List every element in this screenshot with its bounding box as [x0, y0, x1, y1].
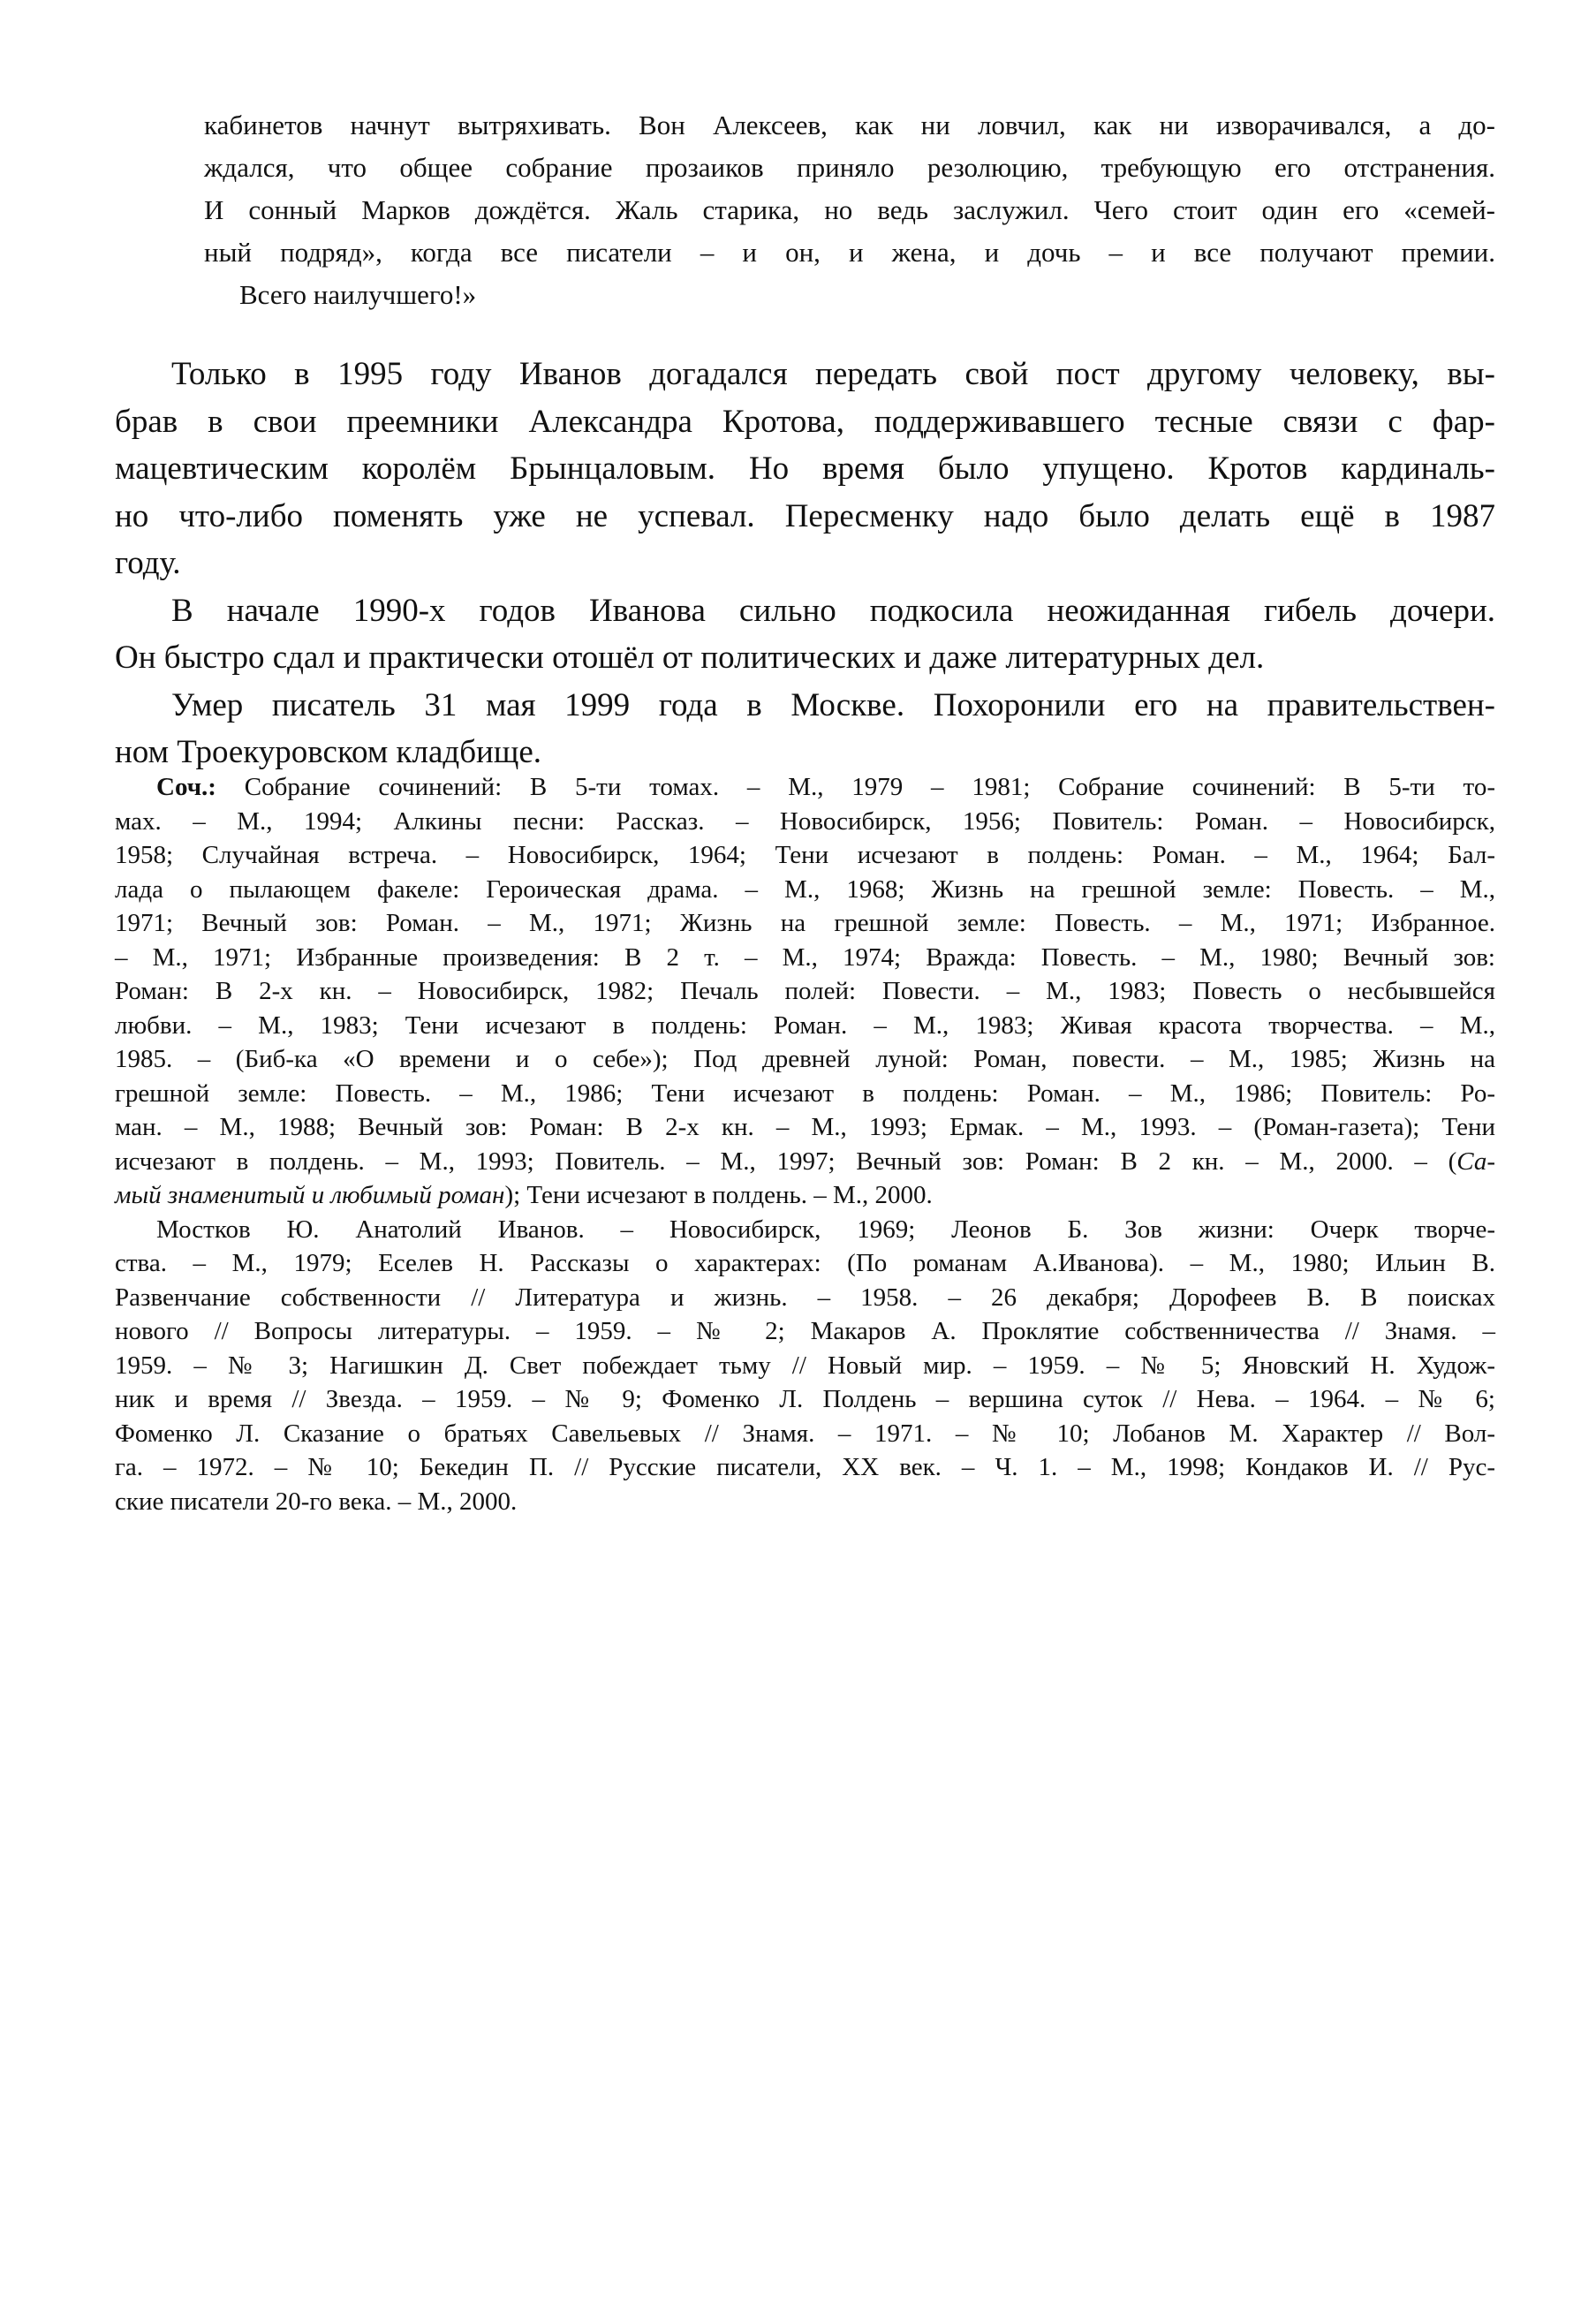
quote-line: ждался, что общее собрание прозаиков приняло резолюцию, требующую его отстранения. — [204, 152, 1495, 183]
quote-line: кабинетов начнут вытряхивать. Вон Алексеев, как ни ловчил, как ни изворачивался, а до- — [204, 110, 1495, 140]
quote-sign-off: Всего наилучшего!» — [239, 279, 477, 310]
paragraph-line: Умер писатель 31 мая 1999 года в Москве. Похоронили его на правительствен- — [171, 686, 1495, 723]
paragraph — [115, 351, 1495, 587]
letter-quote — [204, 104, 1495, 316]
works-line: грешной земле: Повесть. – М., 1986; Тени исчезают в полдень: Роман. – М., 1986; Повитель: Ро- — [115, 1079, 1495, 1108]
paragraph-line: году. — [115, 545, 181, 581]
bibliography — [115, 770, 1495, 1518]
works-line: Роман: В 2-х кн. – Новосибирск, 1982; Печаль полей: Повести. – М., 1983; Повесть о несбывшейся — [115, 977, 1495, 1005]
works-line: 1958; Случайная встреча. – Новосибирск, 1964; Тени исчезают в полдень: Роман. – М., 1964; Бал- — [115, 841, 1495, 869]
criticism-line: ства. – М., 1979; Еселев Н. Рассказы о характерах: (По романам А.Иванова). – М., 1980; Ильин В. — [115, 1249, 1495, 1277]
works-text: исчезают в полдень. – М., 1993; Повитель. – М., 1997; Вечный зов: Роман: В 2 кн. – М., 2000. – ( — [115, 1147, 1457, 1176]
italic-note: Са- — [1456, 1147, 1495, 1176]
works-line: – М., 1971; Избранные произведения: В 2 т. – М., 1974; Вражда: Повесть. – М., 1980; Вечный зов: — [115, 942, 1495, 972]
paragraph-line: В начале 1990-х годов Иванова сильно подкосила неожиданная гибель дочери. — [171, 592, 1495, 629]
criticism-line: Фоменко Л. Сказание о братьях Савельевых // Знамя. – 1971. – № 10; Лобанов М. Характер // Вол- — [115, 1419, 1495, 1448]
criticism-line: ские писатели 20-го века. – М., 2000. — [115, 1487, 518, 1516]
criticism-line: Мостков Ю. Анатолий Иванов. – Новосибирск, 1969; Леонов Б. Зов жизни: Очерк творче- — [156, 1215, 1495, 1244]
main-text — [115, 351, 1495, 776]
works-line — [115, 770, 1495, 805]
works-line — [115, 1145, 1495, 1179]
criticism-line: 1959. – № 3; Нагишкин Д. Свет побеждает тьму // Новый мир. – 1959. – № 5; Яновский Н. Худож- — [115, 1351, 1495, 1380]
quote-line: ный подряд», когда все писатели – и он, и жена, и дочь – и все получают премии. — [204, 237, 1495, 268]
criticism-list — [115, 1213, 1495, 1519]
criticism-line: Развенчание собственности // Литература и жизнь. – 1958. – 26 декабря; Дорофеев В. В поисках — [115, 1283, 1495, 1312]
paragraph-line: ном Троекуровском кладбище. — [115, 734, 541, 770]
works-text: ); Тени исчезают в полдень. – М., 2000. — [504, 1181, 933, 1209]
works-text: Собрание сочинений: В 5-ти томах. – М., 1979 – 1981; Собрание сочинений: В 5-ти то- — [216, 773, 1495, 801]
works-line: ман. – М., 1988; Вечный зов: Роман: В 2-х кн. – М., 1993; Ермак. – М., 1993. – (Роман-газета); Тени — [115, 1113, 1495, 1141]
works-line: любви. – М., 1983; Тени исчезают в полдень: Роман. – М., 1983; Живая красота творчества. – М., — [115, 1010, 1495, 1040]
paragraph — [115, 587, 1495, 682]
works-line: 1985. – (Биб-ка «О времени и о себе»); Под древней луной: Роман, повести. – М., 1985; Жизнь на — [115, 1045, 1495, 1073]
criticism-line: ник и время // Звезда. – 1959. – № 9; Фоменко Л. Полдень – вершина суток // Нева. – 1964. – № 6; — [115, 1385, 1495, 1413]
paragraph-line: но что-либо поменять уже не успевал. Пересменку надо было делать ещё в 1987 — [115, 497, 1495, 534]
works-line — [115, 1178, 1495, 1213]
paragraph-line: брав в свои преемники Александра Кротова, поддерживавшего тесные связи с фар- — [115, 403, 1495, 440]
paragraph — [115, 682, 1495, 776]
quote-line: И сонный Марков дождётся. Жаль старика, но ведь заслужил. Чего стоит один его «семей- — [204, 194, 1495, 225]
criticism-line: га. – 1972. – № 10; Бекедин П. // Русские писатели, XX век. – Ч. 1. – М., 1998; Кондаков И. // Рус- — [115, 1453, 1495, 1481]
works-line: 1971; Вечный зов: Роман. – М., 1971; Жизнь на грешной земле: Повесть. – М., 1971; Избранное. — [115, 909, 1495, 937]
criticism-line: нового // Вопросы литературы. – 1959. – № 2; Макаров А. Проклятие собственничества // Знамя. – — [115, 1317, 1495, 1345]
paragraph-line: Только в 1995 году Иванов догадался передать свой пост другому человеку, вы- — [171, 356, 1495, 392]
paragraph-line: мацевтическим королём Брынцаловым. Но время было упущено. Кротов кардиналь- — [115, 450, 1495, 487]
works-line: мах. – М., 1994; Алкины песни: Рассказ. – Новосибирск, 1956; Повитель: Роман. – Новосибирск, — [115, 806, 1495, 836]
works-list — [115, 770, 1495, 1213]
paragraph-line: Он быстро сдал и практически отошёл от политических и даже литературных дел. — [115, 640, 1265, 676]
works-label: Соч.: — [156, 773, 216, 801]
italic-note: мый знаменитый и любимый роман — [115, 1181, 505, 1209]
works-line: лада о пылающем факеле: Героическая драма. – М., 1968; Жизнь на грешной земле: Повесть. – М., — [115, 874, 1495, 904]
